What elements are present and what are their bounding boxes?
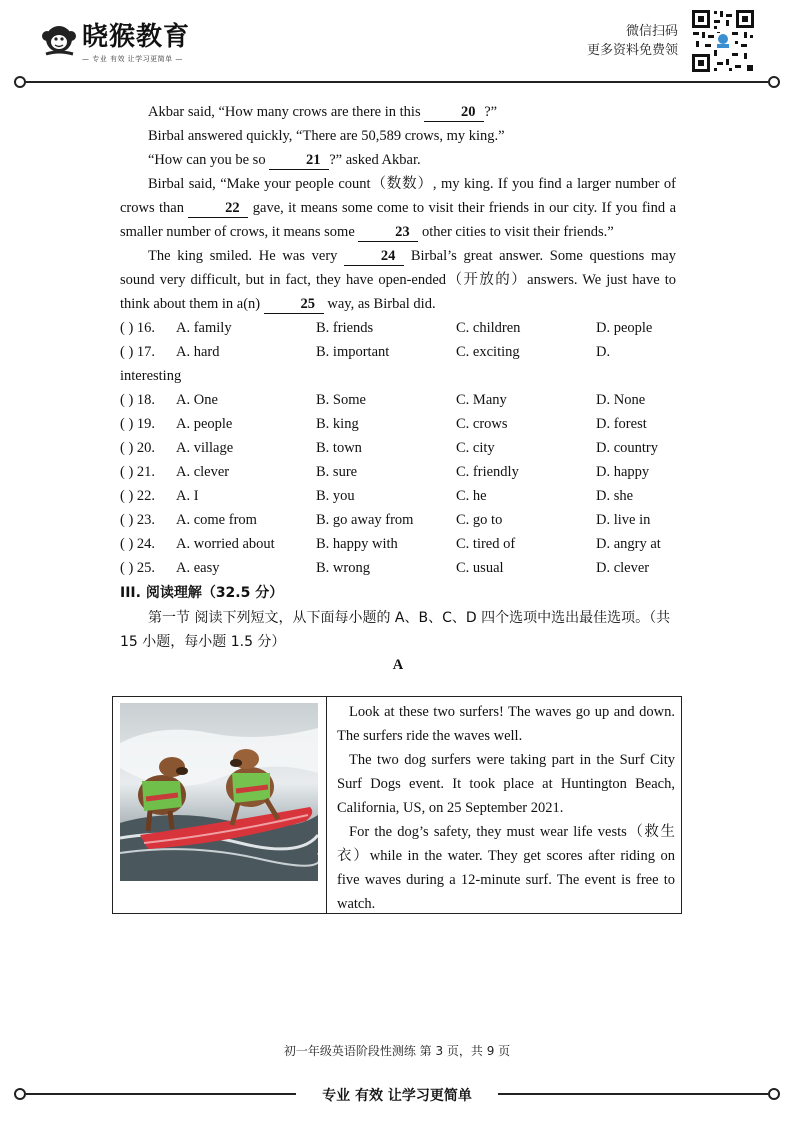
option-c[interactable]: C. he — [456, 488, 487, 504]
option-c[interactable]: C. exciting — [456, 344, 520, 360]
page-info: 初一年级英语阶段性测练 第 3 页，共 9 页 — [283, 1044, 511, 1058]
divider-line — [26, 81, 768, 83]
passage-a-paragraph: For the dog’s safety, they must wear life vests（救生衣）while in the water. They get scores after riding on five waves during a 12-minute surf. The event is free to watch. — [337, 824, 675, 912]
text-span: Birbal said, “Make your people count（数数）, my king. If you find a larger number of crows than — [120, 176, 676, 216]
option-d[interactable]: D. happy — [596, 464, 650, 480]
option-b[interactable]: B. you — [316, 488, 355, 504]
text-span: “How can you be so — [148, 152, 266, 168]
question-row — [120, 556, 676, 580]
qr-caption-line2: 更多资料免费领 — [586, 43, 678, 58]
option-a[interactable]: A. worried about — [176, 536, 275, 552]
option-c[interactable]: C. Many — [456, 392, 507, 408]
option-b[interactable]: B. king — [316, 416, 359, 432]
option-c[interactable]: C. city — [456, 440, 495, 456]
blank-20: 20 — [424, 103, 484, 122]
exam-content — [120, 100, 676, 676]
passage-text-cell — [327, 697, 681, 913]
option-a[interactable]: A. come from — [176, 512, 257, 528]
option-c[interactable]: C. tired of — [456, 536, 516, 552]
surfing-dogs-photo — [120, 703, 318, 881]
option-a[interactable]: A. easy — [176, 560, 220, 576]
option-b[interactable]: B. town — [316, 440, 362, 456]
passage-paragraph — [120, 100, 676, 124]
qr-caption-line1: 微信扫码 — [625, 24, 678, 39]
question-number: ( ) 24. — [120, 536, 156, 552]
photo-cell — [113, 697, 327, 913]
qr-caption — [587, 22, 678, 60]
section-instruction: 第一节 阅读下列短文，从下面每小题的 A、B、C、D 四个选项中选出最佳选项。（共 15 小题，每小题 1.5 分） — [120, 610, 671, 650]
option-d[interactable]: D. — [596, 344, 611, 360]
question-number: ( ) 17. — [120, 344, 156, 360]
option-b[interactable]: B. friends — [316, 320, 374, 336]
passage-a-paragraph: The two dog surfers were taking part in the Surf City Surf Dogs event. It took place at Huntington Beach, California, US, on 25 September 2021. — [337, 752, 675, 816]
question-row — [120, 340, 676, 364]
option-d[interactable]: D. None — [596, 392, 646, 408]
option-a[interactable]: A. clever — [176, 464, 230, 480]
option-d[interactable]: D. people — [596, 320, 653, 336]
passage-label: A — [392, 657, 404, 673]
option-d[interactable]: D. forest — [596, 416, 647, 432]
text-span: way, as Birbal did. — [327, 296, 436, 312]
option-c[interactable]: C. usual — [456, 560, 504, 576]
passage-a-table — [112, 696, 682, 914]
text-span: ?” — [484, 104, 498, 120]
option-d[interactable]: D. live in — [596, 512, 651, 528]
passage-a-paragraph: Look at these two surfers! The waves go up and down. The surfers ride the waves well. — [337, 704, 675, 744]
option-a[interactable]: A. people — [176, 416, 233, 432]
blank-24: 24 — [344, 247, 404, 266]
option-a[interactable]: A. hard — [176, 344, 220, 360]
option-a[interactable]: A. One — [176, 392, 218, 408]
text-span: Birbal’s great answer. Some questions may sound very difficult, but in fact, they have open-ended（开放的）answers. We just have to think about them in a(n) — [120, 248, 676, 312]
qr-code-icon[interactable] — [690, 8, 756, 74]
header-divider — [14, 76, 780, 88]
option-b[interactable]: B. go away from — [316, 512, 414, 528]
question-row — [120, 532, 676, 556]
blank-25: 25 — [264, 295, 324, 314]
section-title: III. 阅读理解（32.5 分） — [120, 585, 284, 601]
brand-slogan: — 专业 有效 让学习更简单 — — [82, 55, 183, 63]
question-number: ( ) 16. — [120, 320, 156, 336]
option-b[interactable]: B. happy with — [316, 536, 398, 552]
question-row — [120, 484, 676, 508]
option-c[interactable]: C. crows — [456, 416, 508, 432]
question-row — [120, 388, 676, 412]
option-c[interactable]: C. children — [456, 320, 521, 336]
brand-name: 晓猴教育 — [82, 22, 191, 52]
option-d[interactable]: D. clever — [596, 560, 650, 576]
divider-circle-right — [768, 76, 780, 88]
question-row — [120, 412, 676, 436]
question-row — [120, 508, 676, 532]
passage-paragraph — [120, 244, 676, 316]
text-span: other cities to visit their friends.” — [422, 224, 614, 240]
text-span: gave, it means some come to visit their friends in our city. If you find a smaller number of crows, it means some — [120, 200, 677, 240]
option-b[interactable]: B. sure — [316, 464, 358, 480]
question-number: ( ) 23. — [120, 512, 156, 528]
blank-22: 22 — [188, 199, 248, 218]
passage-paragraph — [120, 172, 676, 244]
monkey-logo-icon — [40, 22, 78, 58]
divider-circle-left — [14, 76, 26, 88]
question-number: ( ) 22. — [120, 488, 156, 504]
footer-slogan: 专业 有效 让学习更简单 — [322, 1088, 472, 1104]
text-span: Akbar said, “How many crows are there in this — [148, 104, 421, 120]
option-c[interactable]: C. friendly — [456, 464, 519, 480]
option-d[interactable]: D. she — [596, 488, 634, 504]
option-a[interactable]: A. village — [176, 440, 234, 456]
blank-23: 23 — [358, 223, 418, 242]
question-row — [120, 436, 676, 460]
question-row — [120, 460, 676, 484]
option-b[interactable]: B. Some — [316, 392, 366, 408]
question-row — [120, 316, 676, 340]
text-span: ?” asked Akbar. — [329, 152, 421, 168]
question-list — [120, 316, 676, 580]
question-number: ( ) 20. — [120, 440, 156, 456]
text-span: The king smiled. He was very — [148, 248, 338, 264]
option-a[interactable]: A. family — [176, 320, 232, 336]
blank-21: 21 — [269, 151, 329, 170]
question-number: ( ) 25. — [120, 560, 156, 576]
question-row-wrap — [120, 364, 676, 388]
option-d[interactable]: D. angry at — [596, 536, 661, 552]
brand-logo — [40, 22, 190, 62]
option-b[interactable]: B. important — [316, 344, 390, 360]
option-b[interactable]: B. wrong — [316, 560, 370, 576]
passage-paragraph: Birbal answered quickly, “There are 50,589 crows, my king.” — [148, 128, 505, 144]
option-d[interactable]: D. country — [596, 440, 659, 456]
question-number: ( ) 19. — [120, 416, 156, 432]
question-number: ( ) 18. — [120, 392, 156, 408]
option-d-wrap[interactable]: interesting — [120, 368, 182, 384]
passage-paragraph — [120, 148, 676, 172]
option-a[interactable]: A. I — [176, 488, 199, 504]
option-c[interactable]: C. go to — [456, 512, 503, 528]
question-number: ( ) 21. — [120, 464, 156, 480]
